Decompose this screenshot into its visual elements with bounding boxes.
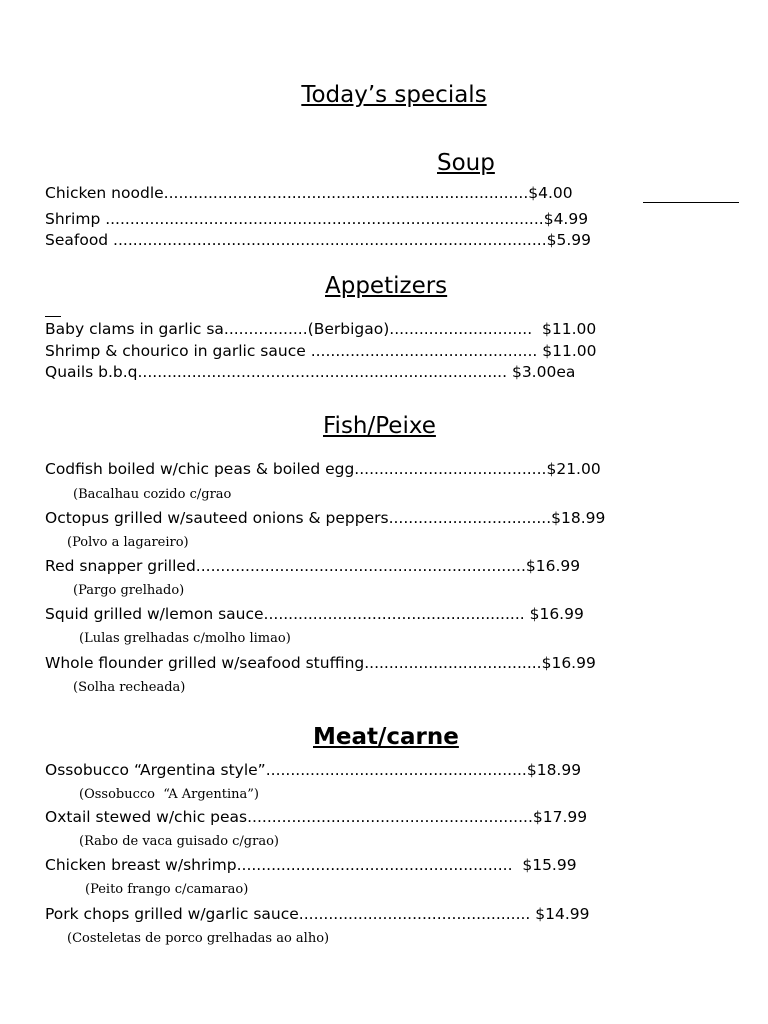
meat-item-translation: (Rabo de vaca guisado c/grao) xyxy=(79,834,279,849)
fish-item: Whole flounder grilled w/seafood stuffing....................................$16.99 xyxy=(45,654,596,672)
appetizer-item: Baby clams in garlic sa.................(Berbigao)............................. $11.00 xyxy=(45,320,597,338)
fish-item: Octopus grilled w/sauteed onions & peppers.................................$18.99 xyxy=(45,509,606,527)
fish-item-translation: (Bacalhau cozido c/grao xyxy=(73,487,232,502)
fish-item: Red snapper grilled...................................................................$16.99 xyxy=(45,557,581,575)
small-rule xyxy=(45,316,61,317)
meat-heading: Meat/carne xyxy=(313,724,459,750)
fish-item: Codfish boiled w/chic peas & boiled egg.......................................$21.00 xyxy=(45,460,601,478)
meat-item-translation: (Ossobucco “A Argentina”) xyxy=(79,787,259,802)
meat-item-translation: (Peito frango c/camarao) xyxy=(85,882,249,897)
soup-item: Chicken noodle..........................................................................$4.00 xyxy=(45,184,573,202)
meat-item-translation: (Costeletas de porco grelhadas ao alho) xyxy=(67,931,330,946)
meat-item: Chicken breast w/shrimp........................................................ $15.99 xyxy=(45,856,577,874)
underline-rule xyxy=(643,202,739,203)
meat-item: Ossobucco “Argentina style”.....................................................$18.99 xyxy=(45,761,582,779)
appetizer-item: Shrimp & chourico in garlic sauce .............................................. $11.00 xyxy=(45,342,597,360)
page-title: Today’s specials xyxy=(301,82,487,108)
appetizer-item: Quails b.b.q........................................................................... $3.00ea xyxy=(45,363,576,381)
fish-item-translation: (Pargo grelhado) xyxy=(73,583,185,598)
fish-item: Squid grilled w/lemon sauce..................................................... $16.99 xyxy=(45,605,584,623)
soup-heading: Soup xyxy=(437,150,495,176)
fish-item-translation: (Solha recheada) xyxy=(73,680,186,695)
meat-item: Oxtail stewed w/chic peas..........................................................$17.99 xyxy=(45,808,588,826)
fish-heading: Fish/Peixe xyxy=(323,413,436,439)
meat-item: Pork chops grilled w/garlic sauce............................................... $14.99 xyxy=(45,905,590,923)
fish-item-translation: (Lulas grelhadas c/molho limao) xyxy=(79,631,291,646)
appetizers-heading: Appetizers xyxy=(325,273,448,299)
soup-item: Seafood ........................................................................................$5.99 xyxy=(45,231,592,249)
soup-item: Shrimp .........................................................................................$4.99 xyxy=(45,210,589,228)
fish-item-translation: (Polvo a lagareiro) xyxy=(67,535,189,550)
